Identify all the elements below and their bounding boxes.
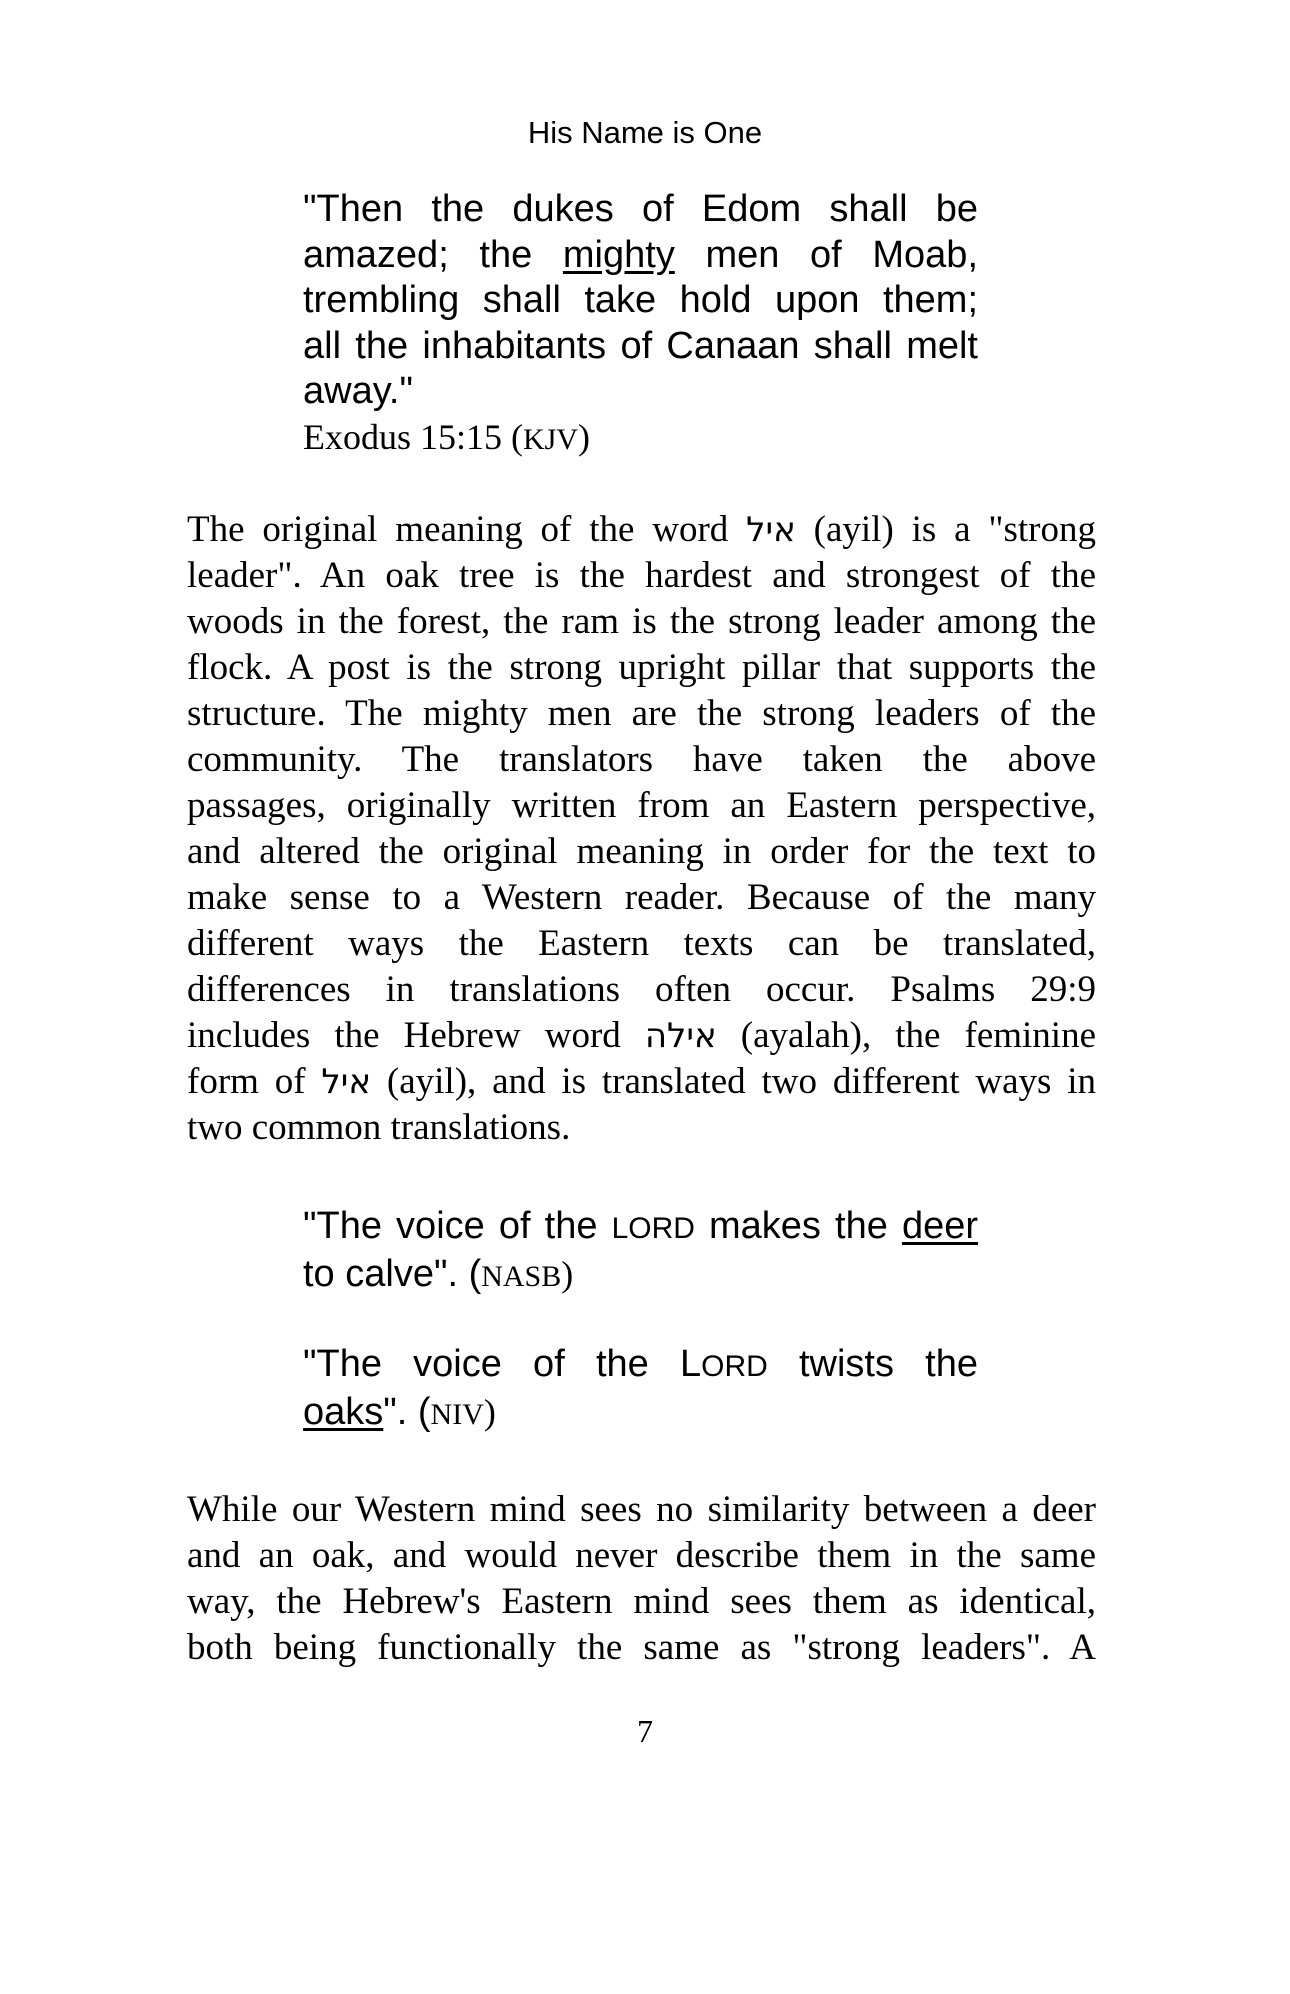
- paragraph-line: differences in translations often occur. Psalms 29:9: [187, 969, 1096, 1010]
- hebrew-word-ayalah: אילה: [644, 1016, 717, 1056]
- paragraph-line: includes the Hebrew word אילה (ayalah), the feminine: [187, 1015, 1096, 1056]
- paragraph-line: and an oak, and would never describe them in the same: [187, 1535, 1096, 1576]
- paragraph-line: passages, originally written from an Eastern perspective,: [187, 785, 1096, 826]
- quote-reference: Exodus 15:15 (KJV): [303, 416, 591, 457]
- paragraph-line: both being functionally the same as "strong leaders". A: [187, 1627, 1096, 1668]
- paragraph-line: and altered the original meaning in order for the text to: [187, 831, 1096, 872]
- paragraph-line: two common translations.: [187, 1107, 571, 1148]
- quote-line: amazed; the mighty men of Moab,: [303, 233, 979, 276]
- paragraph-deer-oak: [187, 1487, 1096, 1671]
- quote-line: "The voice of the LORD twists the: [303, 1343, 978, 1385]
- hebrew-word-ayil: איל: [321, 1062, 372, 1102]
- niv-quote: [303, 1342, 978, 1437]
- paragraph-ayil-meaning: [187, 507, 1096, 1151]
- hebrew-word-ayil: איל: [746, 510, 796, 550]
- quote-line: to calve". (NASB): [303, 1252, 574, 1295]
- running-header: His Name is One: [527, 115, 763, 150]
- paragraph-line: way, the Hebrew's Eastern mind sees them as identical,: [187, 1581, 1096, 1622]
- paragraph-line: flock. A post is the strong upright pillar that supports the: [187, 647, 1096, 688]
- underlined-mighty: mighty: [562, 233, 675, 276]
- paragraph-line: different ways the Eastern texts can be translated,: [187, 923, 1096, 964]
- paragraph-line: The original meaning of the word איל (ayil) is a "strong: [187, 509, 1096, 550]
- paragraph-line: make sense to a Western reader. Because of the many: [187, 877, 1096, 918]
- quote-line: "Then the dukes of Edom shall be: [303, 188, 978, 230]
- quote-line: trembling shall take hold upon them;: [303, 279, 978, 321]
- paragraph-line: While our Western mind sees no similarity between a deer: [187, 1489, 1096, 1530]
- page-number: 7: [637, 1713, 653, 1749]
- underlined-oaks: oaks: [303, 1390, 384, 1433]
- nasb-quote: [303, 1204, 978, 1299]
- paragraph-line: structure. The mighty men are the strong leaders of the: [187, 693, 1096, 734]
- paragraph-line: form of איל (ayil), and is translated two different ways in: [187, 1061, 1096, 1102]
- quote-line: away.": [303, 370, 413, 412]
- paragraph-line: community. The translators have taken the above: [187, 739, 1096, 780]
- paragraph-line: woods in the forest, the ram is the strong leader among the: [187, 601, 1096, 642]
- exodus-quote: [303, 187, 978, 462]
- quote-line: oaks". (NIV): [303, 1390, 496, 1433]
- quote-line: all the inhabitants of Canaan shall melt: [303, 324, 978, 367]
- underlined-deer: deer: [901, 1205, 978, 1247]
- paragraph-line: leader". An oak tree is the hardest and strongest of the: [187, 555, 1096, 596]
- quote-line: "The voice of the LORD makes the deer: [303, 1205, 978, 1247]
